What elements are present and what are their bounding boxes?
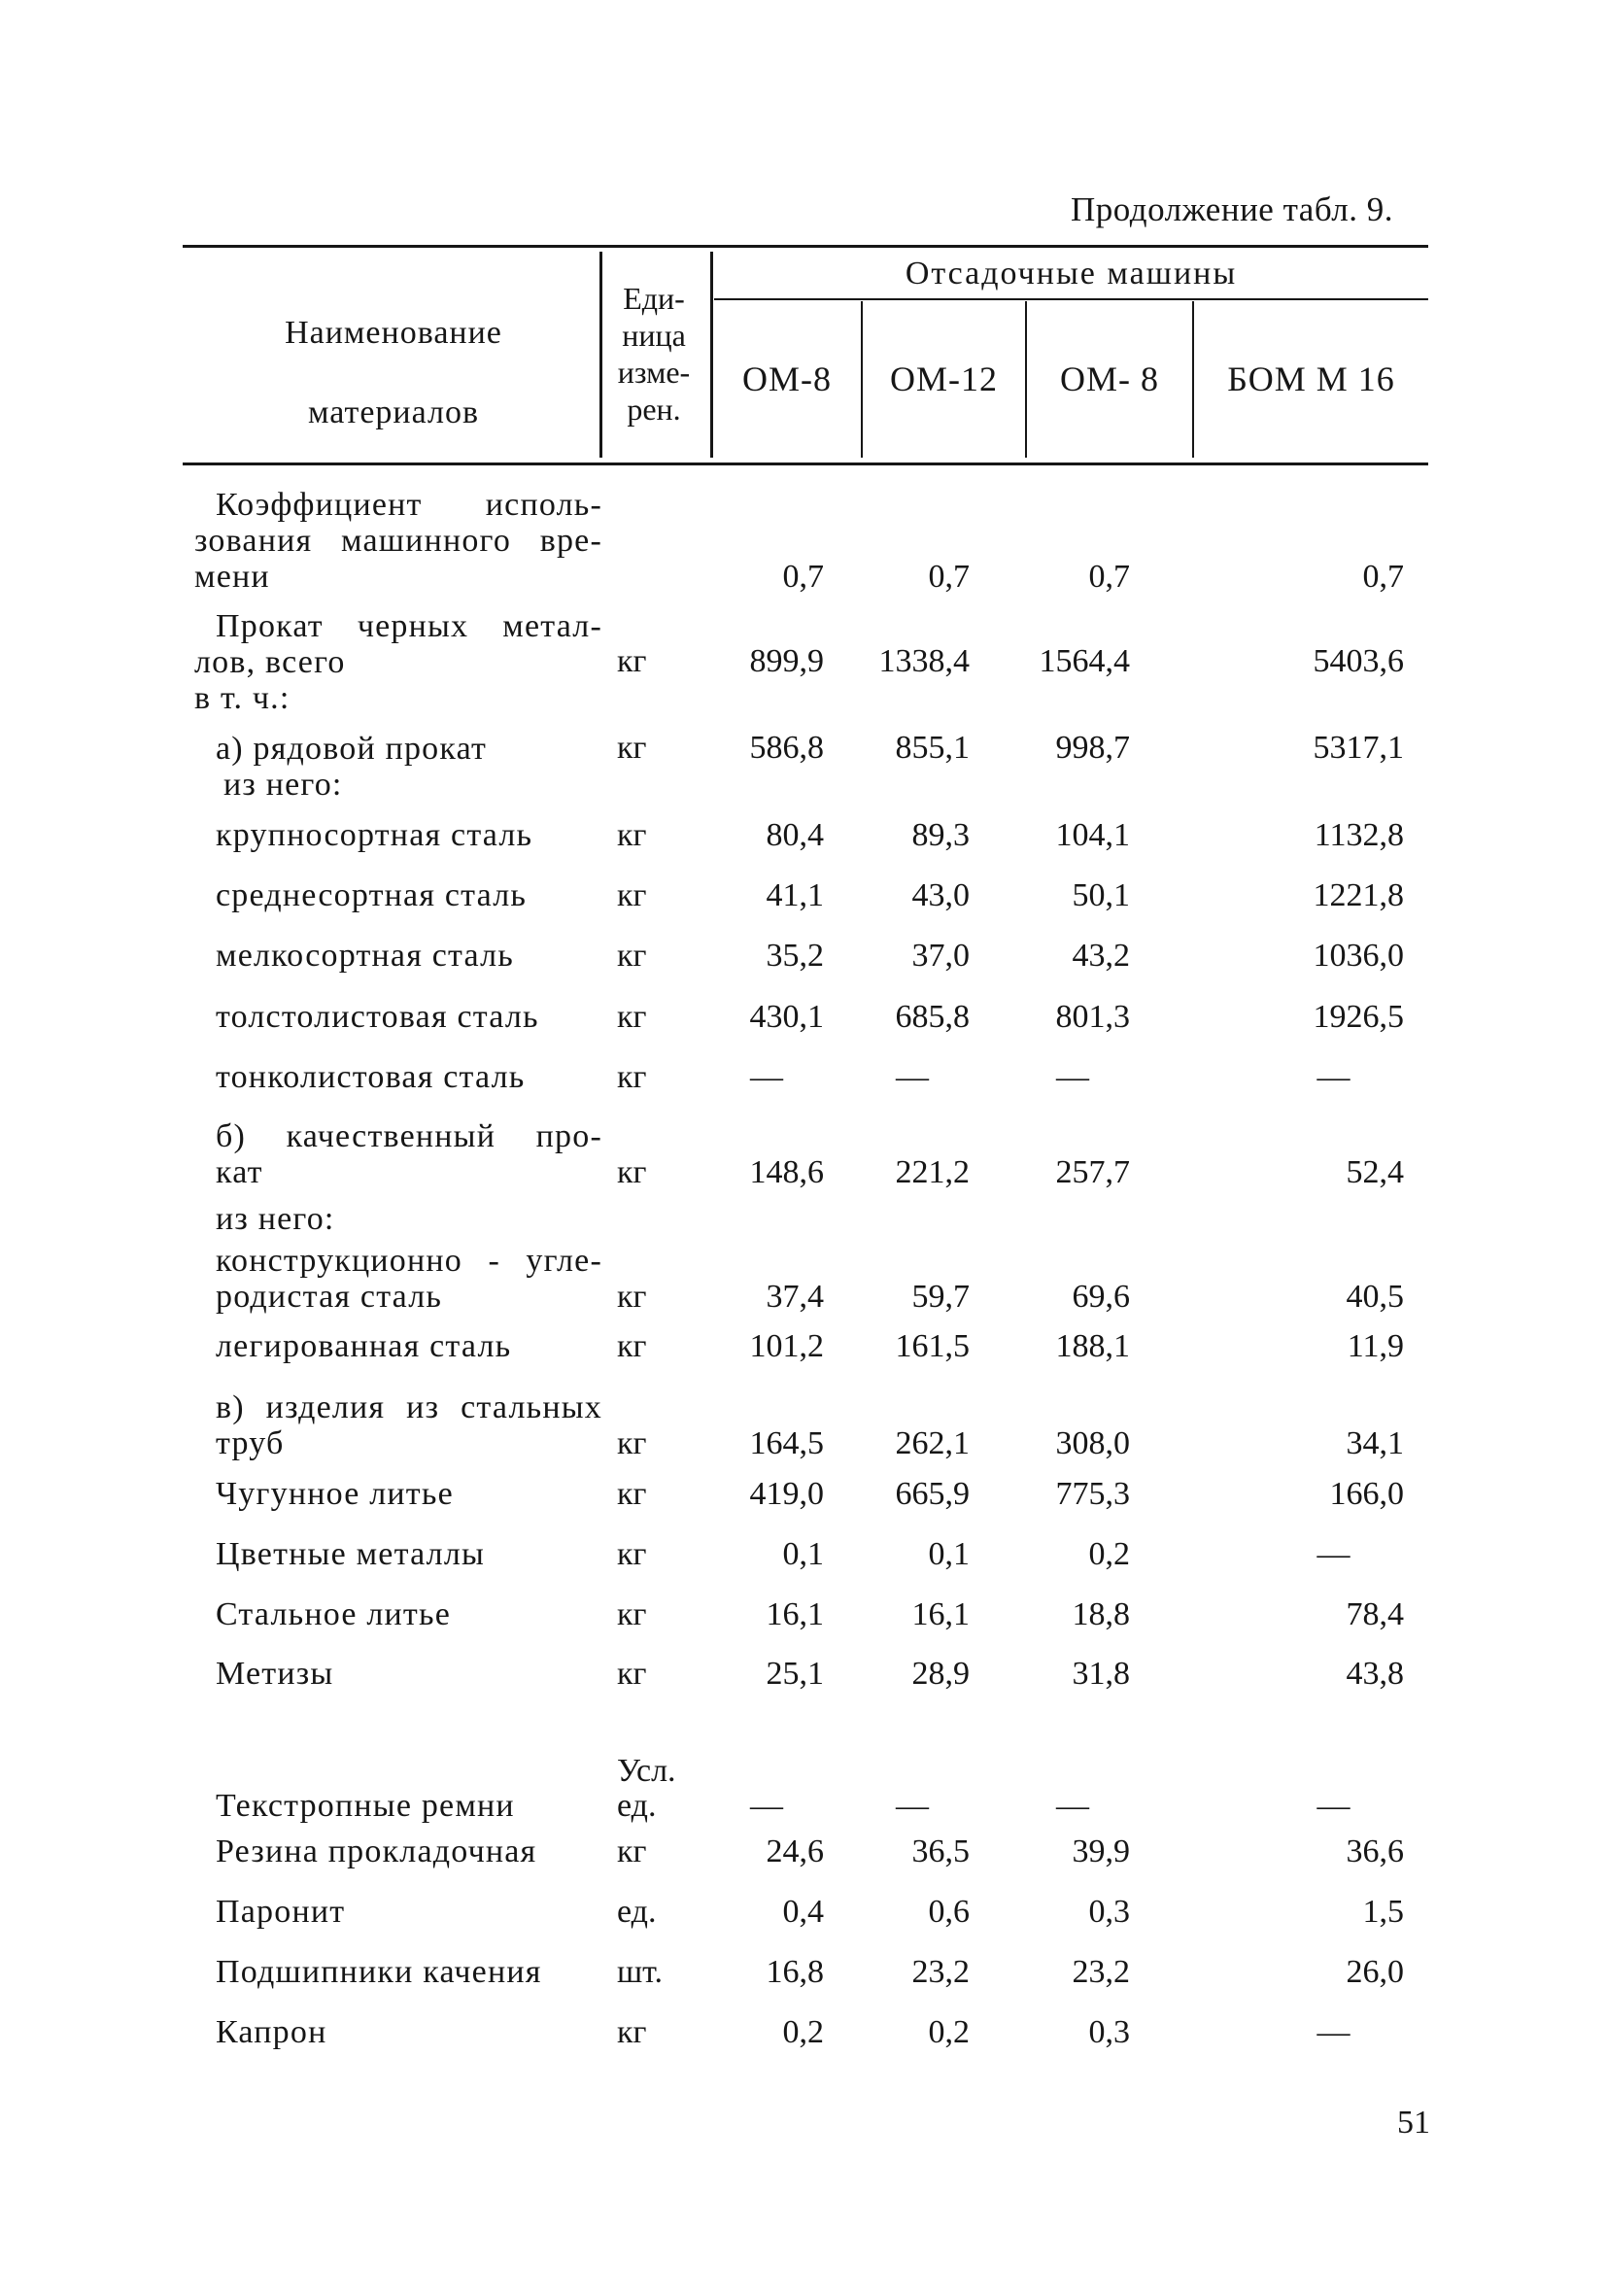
- value-col-1: 0,4: [782, 1894, 824, 1930]
- value-col-1: 0,1: [782, 1536, 824, 1572]
- material-name-line: среднесортная сталь: [216, 877, 528, 913]
- value-col-1: 164,5: [749, 1425, 824, 1461]
- value-col-4: 26,0: [1346, 1954, 1404, 1990]
- material-name: [216, 1894, 606, 1930]
- word: исполь-: [485, 487, 602, 523]
- material-name-line: Стальное литье: [216, 1596, 451, 1632]
- material-name: [216, 1243, 606, 1315]
- header-name-line1: Наименование: [285, 315, 502, 351]
- unit-of-measure: кг: [617, 877, 647, 913]
- material-name: [216, 1389, 606, 1461]
- material-name-line: родистая сталь: [216, 1279, 443, 1315]
- value-col-3: 0,3: [1088, 1894, 1130, 1930]
- word: метал-: [502, 608, 602, 644]
- header-unit-line: Еди-: [623, 281, 685, 316]
- value-col-4: 11,9: [1347, 1328, 1404, 1364]
- unit-of-measure: кг: [617, 1596, 647, 1632]
- value-col-2: 665,9: [895, 1476, 970, 1512]
- value-col-1: 41,1: [766, 877, 824, 913]
- value-col-3: 775,3: [1055, 1476, 1130, 1512]
- value-col-1: 899,9: [749, 643, 824, 679]
- header-unit-line: изме-: [617, 355, 691, 390]
- table-caption: Продолжение табл. 9.: [1071, 190, 1393, 228]
- material-name: [216, 1788, 606, 1824]
- word: изделия: [265, 1389, 386, 1425]
- word: машинного: [341, 523, 512, 559]
- value-col-3: 257,7: [1055, 1154, 1130, 1190]
- value-col-4: 40,5: [1346, 1279, 1404, 1315]
- table-row: [0, 1475, 1607, 1512]
- material-name: [216, 1201, 606, 1237]
- unit-group-divider: [710, 252, 713, 458]
- value-col-2: 89,3: [911, 817, 970, 853]
- value-col-4: —: [1316, 2014, 1351, 2050]
- material-name: [216, 999, 606, 1035]
- unit-of-measure: кг: [617, 1476, 647, 1512]
- value-col-4: 1926,5: [1313, 999, 1404, 1035]
- header-bottom-rule: [183, 463, 1428, 465]
- header-col-om12: ОМ-12: [890, 360, 998, 398]
- value-col-3: 23,2: [1072, 1954, 1130, 1990]
- material-name: [216, 1536, 606, 1572]
- table-row: [0, 1388, 1607, 1461]
- header-unit: [600, 280, 707, 428]
- material-name-line: Чугунное литье: [216, 1476, 454, 1512]
- value-col-2: 0,1: [928, 1536, 970, 1572]
- material-name: [216, 2014, 606, 2050]
- word: в): [216, 1389, 245, 1425]
- material-name-line: [216, 1118, 602, 1154]
- value-col-2: 0,7: [928, 559, 970, 595]
- value-col-2: 37,0: [911, 938, 970, 974]
- value-col-2: 28,9: [911, 1656, 970, 1692]
- value-col-4: —: [1316, 1788, 1351, 1824]
- unit-of-measure: кг: [617, 1425, 647, 1461]
- material-name: [194, 608, 606, 716]
- header-name: [185, 293, 602, 453]
- header-machine-group: Отсадочные машины: [905, 256, 1238, 291]
- material-name: [216, 1656, 606, 1692]
- unit-of-measure: ед.: [617, 1894, 657, 1930]
- value-col-2: 43,0: [911, 877, 970, 913]
- unit-of-measure: кг: [617, 1154, 647, 1190]
- value-col-3: 50,1: [1072, 877, 1130, 913]
- value-col-2: 1338,4: [878, 643, 970, 679]
- value-col-4: 78,4: [1346, 1596, 1404, 1632]
- value-col-4: 1,5: [1362, 1894, 1404, 1930]
- unit-of-measure: кг: [617, 1833, 647, 1869]
- value-col-1: 16,8: [766, 1954, 824, 1990]
- material-name-line: крупносортная сталь: [216, 817, 533, 853]
- header-col-om8: ОМ-8: [742, 360, 832, 398]
- word: качественный: [286, 1118, 496, 1154]
- word: -: [488, 1243, 500, 1279]
- material-name-line: [194, 523, 602, 559]
- material-name-line: [216, 1243, 602, 1279]
- material-name-line: кат: [216, 1154, 263, 1190]
- material-name: [216, 1596, 606, 1632]
- word: черных: [357, 608, 469, 644]
- table-row: [0, 876, 1607, 913]
- material-name-line: труб: [216, 1425, 285, 1461]
- header-col-om8-b: ОМ- 8: [1060, 360, 1159, 398]
- value-col-3: 0,7: [1088, 559, 1130, 595]
- header-name-line2: материалов: [307, 394, 480, 430]
- value-col-3: 998,7: [1055, 730, 1130, 766]
- word: Коэффициент: [216, 487, 423, 523]
- material-name-line: легированная сталь: [216, 1328, 512, 1364]
- value-col-2: —: [896, 1059, 929, 1095]
- table-row: [0, 2013, 1607, 2050]
- material-name-line: Паронит: [216, 1894, 346, 1930]
- unit-of-measure: кг: [617, 1279, 647, 1315]
- unit-of-measure: кг: [617, 1536, 647, 1572]
- unit-of-measure: шт.: [617, 1954, 663, 1990]
- value-col-2: 23,2: [911, 1954, 970, 1990]
- value-col-3: 104,1: [1055, 817, 1130, 853]
- value-col-4: 5403,6: [1313, 643, 1404, 679]
- material-name: [216, 731, 606, 803]
- value-col-3: 801,3: [1055, 999, 1130, 1035]
- table-row: [0, 1655, 1607, 1692]
- word: про-: [535, 1118, 602, 1154]
- value-col-2: 16,1: [911, 1596, 970, 1632]
- table-row: [0, 1058, 1607, 1095]
- word: б): [216, 1118, 247, 1154]
- word: Прокат: [216, 608, 324, 644]
- value-col-4: 1036,0: [1313, 938, 1404, 974]
- value-col-1: —: [750, 1059, 783, 1095]
- material-name-line: Метизы: [216, 1656, 334, 1692]
- value-col-4: 52,4: [1346, 1154, 1404, 1190]
- unit-of-measure: кг: [617, 817, 647, 853]
- value-col-4: 5317,1: [1313, 730, 1404, 766]
- material-name-line: в т. ч.:: [194, 680, 291, 716]
- value-col-2: —: [896, 1788, 929, 1824]
- unit-of-measure: кг: [617, 2014, 647, 2050]
- material-name: [194, 487, 606, 595]
- material-name-line: тонколистовая сталь: [216, 1059, 526, 1095]
- word: конструкционно: [216, 1243, 463, 1279]
- value-col-1: 25,1: [766, 1656, 824, 1692]
- material-name-line: а) рядовой прокат: [216, 731, 488, 767]
- table-row: [0, 1200, 1607, 1237]
- value-col-3: —: [1056, 1788, 1089, 1824]
- value-col-3: 1564,4: [1039, 643, 1130, 679]
- value-col-1: 37,4: [766, 1279, 824, 1315]
- material-name-line: толстолистовая сталь: [216, 999, 539, 1035]
- word: вре-: [539, 523, 602, 559]
- unit-of-measure: кг: [617, 643, 647, 679]
- word: из: [406, 1389, 440, 1425]
- material-name-line: Цветные металлы: [216, 1536, 486, 1572]
- unit-of-measure: кг: [617, 1656, 647, 1692]
- word: стальных: [461, 1389, 602, 1425]
- header-unit-line: рен.: [627, 392, 681, 427]
- value-col-1: 0,7: [782, 559, 824, 595]
- material-name-line: Подшипники качения: [216, 1954, 542, 1990]
- value-col-3: 18,8: [1072, 1596, 1130, 1632]
- value-col-2: 0,2: [928, 2014, 970, 2050]
- value-col-3: 39,9: [1072, 1833, 1130, 1869]
- value-col-1: 101,2: [749, 1328, 824, 1364]
- value-col-1: 586,8: [749, 730, 824, 766]
- value-col-2: 161,5: [895, 1328, 970, 1364]
- material-name: [216, 1059, 606, 1095]
- table-row: [0, 937, 1607, 974]
- unit-of-measure: кг: [617, 999, 647, 1035]
- material-name: [216, 1476, 606, 1512]
- value-col-2: 221,2: [895, 1154, 970, 1190]
- table-row: [0, 1116, 1607, 1190]
- value-col-3: 0,2: [1088, 1536, 1130, 1572]
- header-col-bom-m16: БОМ М 16: [1227, 360, 1395, 398]
- header-unit-line: ница: [622, 318, 686, 353]
- unit-of-measure: Усл. ед.: [617, 1753, 676, 1824]
- unit-of-measure: кг: [617, 938, 647, 974]
- value-col-4: 43,8: [1346, 1656, 1404, 1692]
- value-col-3: 31,8: [1072, 1656, 1130, 1692]
- value-col-1: 430,1: [749, 999, 824, 1035]
- value-col-4: 34,1: [1346, 1425, 1404, 1461]
- value-col-1: 16,1: [766, 1596, 824, 1632]
- value-col-1: 419,0: [749, 1476, 824, 1512]
- word: угле-: [526, 1243, 602, 1279]
- value-col-1: 148,6: [749, 1154, 824, 1190]
- table-top-rule: [183, 245, 1428, 248]
- value-col-4: 1132,8: [1314, 817, 1404, 853]
- value-col-1: 0,2: [782, 2014, 824, 2050]
- material-name-line: [216, 487, 602, 523]
- material-name-line: из него:: [216, 1201, 335, 1237]
- material-name: [216, 1833, 606, 1869]
- unit-of-measure: кг: [617, 1328, 647, 1364]
- table-row: [0, 1595, 1607, 1632]
- value-col-2: 262,1: [895, 1425, 970, 1461]
- material-name-line: Текстропные ремни: [216, 1788, 515, 1824]
- table-row: [0, 1535, 1607, 1572]
- value-col-4: 36,6: [1346, 1833, 1404, 1869]
- material-name-line: Капрон: [216, 2014, 327, 2050]
- value-col-2: 685,8: [895, 999, 970, 1035]
- value-col-4: 0,7: [1362, 559, 1404, 595]
- value-col-3: 188,1: [1055, 1328, 1130, 1364]
- table-row: [0, 729, 1607, 803]
- material-name-line: Резина прокладочная: [216, 1833, 537, 1869]
- table-row: [0, 486, 1607, 595]
- table-row: [0, 607, 1607, 716]
- value-col-4: 166,0: [1329, 1476, 1404, 1512]
- material-name-line: лов, всего: [194, 644, 346, 680]
- unit-of-measure: кг: [617, 730, 647, 766]
- table-row: [0, 1833, 1607, 1869]
- value-col-3: 69,6: [1072, 1279, 1130, 1315]
- material-name: [216, 1954, 606, 1990]
- value-col-3: 0,3: [1088, 2014, 1130, 2050]
- table-row: [0, 998, 1607, 1035]
- table-row: [0, 1953, 1607, 1990]
- value-col-1: 80,4: [766, 817, 824, 853]
- value-col-3: 43,2: [1072, 938, 1130, 974]
- material-name-line: из него:: [223, 767, 343, 803]
- material-name: [216, 817, 606, 853]
- material-name: [216, 1328, 606, 1364]
- value-col-4: —: [1316, 1059, 1351, 1095]
- value-col-1: 35,2: [766, 938, 824, 974]
- group-header-rule: [714, 298, 1428, 300]
- value-col-3: —: [1056, 1059, 1089, 1095]
- page-number: 51: [1397, 2105, 1430, 2141]
- value-col-2: 0,6: [928, 1894, 970, 1930]
- table-row: [0, 816, 1607, 853]
- value-col-4: —: [1316, 1536, 1351, 1572]
- table-row: [0, 1241, 1607, 1315]
- material-name-line: [216, 608, 602, 644]
- value-col-1: 24,6: [766, 1833, 824, 1869]
- value-col-2: 855,1: [895, 730, 970, 766]
- material-name-line: [216, 1389, 602, 1425]
- material-name: [216, 1118, 606, 1190]
- table-row: [0, 1327, 1607, 1364]
- unit-of-measure: кг: [617, 1059, 647, 1095]
- value-col-3: 308,0: [1055, 1425, 1130, 1461]
- material-name-line: мени: [194, 559, 270, 595]
- material-name-line: мелкосортная сталь: [216, 938, 514, 974]
- value-col-2: 59,7: [911, 1279, 970, 1315]
- word: зования: [194, 523, 313, 559]
- table-row: [0, 1715, 1607, 1824]
- value-col-4: 1221,8: [1313, 877, 1404, 913]
- value-col-1: —: [750, 1788, 783, 1824]
- material-name: [216, 877, 606, 913]
- material-name: [216, 938, 606, 974]
- table-row: [0, 1893, 1607, 1930]
- value-col-2: 36,5: [911, 1833, 970, 1869]
